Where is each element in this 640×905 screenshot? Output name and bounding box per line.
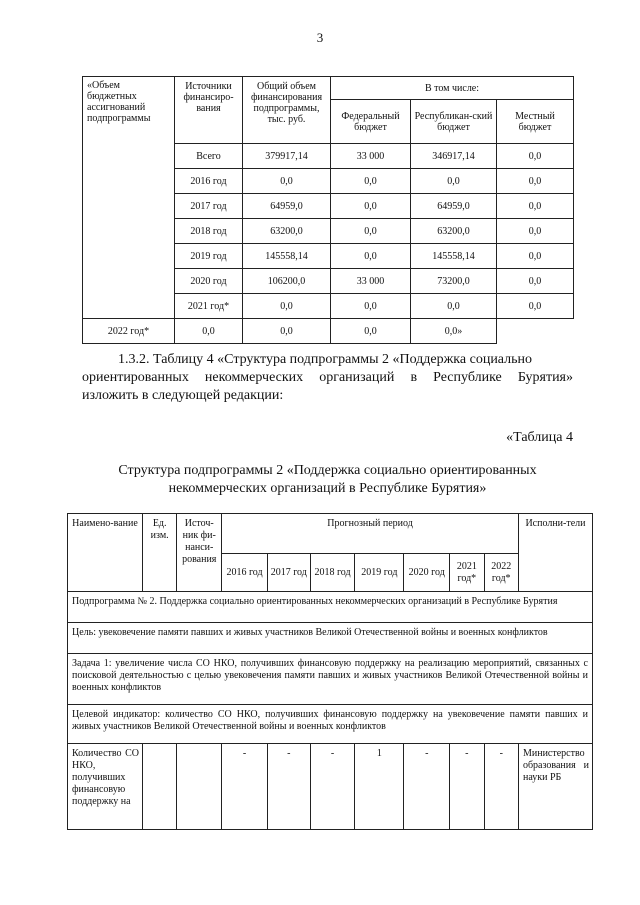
federal-cell: 0,0 xyxy=(331,244,411,269)
federal-cell: 0,0 xyxy=(331,169,411,194)
indicator-row: Целевой индикатор: количество СО НКО, получивших финансовую поддержку на увековечение памяти павших и живых участников Великой Отечественной войны и военных конфликтов xyxy=(68,705,593,744)
executor-cell: Министерство образования и науки РБ xyxy=(518,744,592,830)
value-cell: - xyxy=(484,744,518,830)
federal-cell: 0,0 xyxy=(331,194,411,219)
unit-header: Ед. изм. xyxy=(142,514,176,592)
table-row xyxy=(68,744,593,830)
amendment-paragraph-line-2: ориентированных некоммерческих организаций в Республике Бурятия» xyxy=(82,370,573,385)
year-header: 2018 год xyxy=(310,554,355,592)
local-cell: 0,0 xyxy=(497,269,574,294)
total-cell: 0,0 xyxy=(175,319,243,344)
goal-row: Цель: увековечение памяти павших и живых участников Великой Отечественной войны и военных конфликтов xyxy=(68,623,593,654)
total-funding-header: Общий объем финансирования подпрограммы, тыс. руб. xyxy=(243,77,331,144)
local-cell: 0,0 xyxy=(497,294,574,319)
subprogram-row: Подпрограмма № 2. Поддержка социально ориентированных некоммерческих организаций в Республике Бурятия xyxy=(68,592,593,623)
local-cell: 0,0 xyxy=(497,219,574,244)
federal-cell: 0,0 xyxy=(331,294,411,319)
caption-line-2: некоммерческих организаций в Республике Бурятия» xyxy=(168,481,487,496)
total-cell: 145558,14 xyxy=(243,244,331,269)
total-cell: 63200,0 xyxy=(243,219,331,244)
total-cell: 0,0 xyxy=(243,169,331,194)
local-cell: 0,0» xyxy=(411,319,497,344)
local-budget-header: Местный бюджет xyxy=(497,100,574,144)
value-cell: - xyxy=(404,744,450,830)
republic-cell: 73200,0 xyxy=(411,269,497,294)
subprogram-structure-table xyxy=(67,513,593,830)
year-header: 2019 год xyxy=(355,554,404,592)
funding-table xyxy=(82,76,574,344)
task-row: Задача 1: увеличение числа СО НКО, получивших финансовую поддержку на реализацию мероприятий, связанных с поисковой деятельностью с целью увековечения памяти павших и живых участников Великой Отечественной войны и военных конфликтов xyxy=(68,654,593,705)
local-cell: 0,0 xyxy=(497,194,574,219)
row-label: Всего xyxy=(175,144,243,169)
republic-cell: 0,0 xyxy=(331,319,411,344)
table-row xyxy=(83,319,574,344)
total-cell: 0,0 xyxy=(243,294,331,319)
total-cell: 379917,14 xyxy=(243,144,331,169)
value-cell: - xyxy=(222,744,268,830)
table-label: «Таблица 4 xyxy=(506,430,573,445)
row-label: 2020 год xyxy=(175,269,243,294)
federal-cell: 33 000 xyxy=(331,269,411,294)
total-cell: 106200,0 xyxy=(243,269,331,294)
republic-cell: 145558,14 xyxy=(411,244,497,269)
republic-cell: 346917,14 xyxy=(411,144,497,169)
table-caption xyxy=(82,462,573,498)
value-cell: 1 xyxy=(355,744,404,830)
forecast-period-header: Прогнозный период xyxy=(222,514,519,554)
federal-cell: 0,0 xyxy=(243,319,331,344)
local-cell: 0,0 xyxy=(497,169,574,194)
amendment-paragraph-line-3: изложить в следующей редакции: xyxy=(82,388,284,403)
page-number: 3 xyxy=(316,30,324,45)
amendment-paragraph-line-1: 1.3.2. Таблицу 4 «Структура подпрограммы 2 «Поддержка социально xyxy=(118,352,533,367)
republic-cell: 63200,0 xyxy=(411,219,497,244)
caption-line-1: Структура подпрограммы 2 «Поддержка социально ориентированных xyxy=(118,463,537,478)
federal-budget-header: Федеральный бюджет xyxy=(331,100,411,144)
year-header: 2016 год xyxy=(222,554,268,592)
name-header: Наимено-вание xyxy=(68,514,143,592)
row-label: 2018 год xyxy=(175,219,243,244)
value-cell: - xyxy=(450,744,484,830)
republic-budget-header: Республикан-ский бюджет xyxy=(411,100,497,144)
total-cell: 64959,0 xyxy=(243,194,331,219)
row-label: 2016 год xyxy=(175,169,243,194)
source-header: Источ-ник фи-нанси-рования xyxy=(177,514,222,592)
indicator-name-cell: Количество СО НКО, получивших финансовую поддержку на xyxy=(68,744,143,830)
row-label: 2021 год* xyxy=(175,294,243,319)
republic-cell: 64959,0 xyxy=(411,194,497,219)
executors-header: Исполни-тели xyxy=(518,514,592,592)
source-cell xyxy=(177,744,222,830)
local-cell: 0,0 xyxy=(497,144,574,169)
republic-cell: 0,0 xyxy=(411,294,497,319)
year-header: 2021 год* xyxy=(450,554,484,592)
funding-source-header: Источники финансиро-вания xyxy=(175,77,243,144)
row-label: 2022 год* xyxy=(83,319,175,344)
funding-table-row-header: «Объем бюджетных ассигнований подпрограммы xyxy=(83,77,175,319)
value-cell: - xyxy=(310,744,355,830)
local-cell: 0,0 xyxy=(497,244,574,269)
unit-cell xyxy=(142,744,176,830)
year-header: 2020 год xyxy=(404,554,450,592)
year-header: 2022 год* xyxy=(484,554,518,592)
row-label: 2017 год xyxy=(175,194,243,219)
value-cell: - xyxy=(267,744,310,830)
including-header: В том числе: xyxy=(331,77,574,100)
federal-cell: 33 000 xyxy=(331,144,411,169)
row-label: 2019 год xyxy=(175,244,243,269)
federal-cell: 0,0 xyxy=(331,219,411,244)
republic-cell: 0,0 xyxy=(411,169,497,194)
year-header: 2017 год xyxy=(267,554,310,592)
